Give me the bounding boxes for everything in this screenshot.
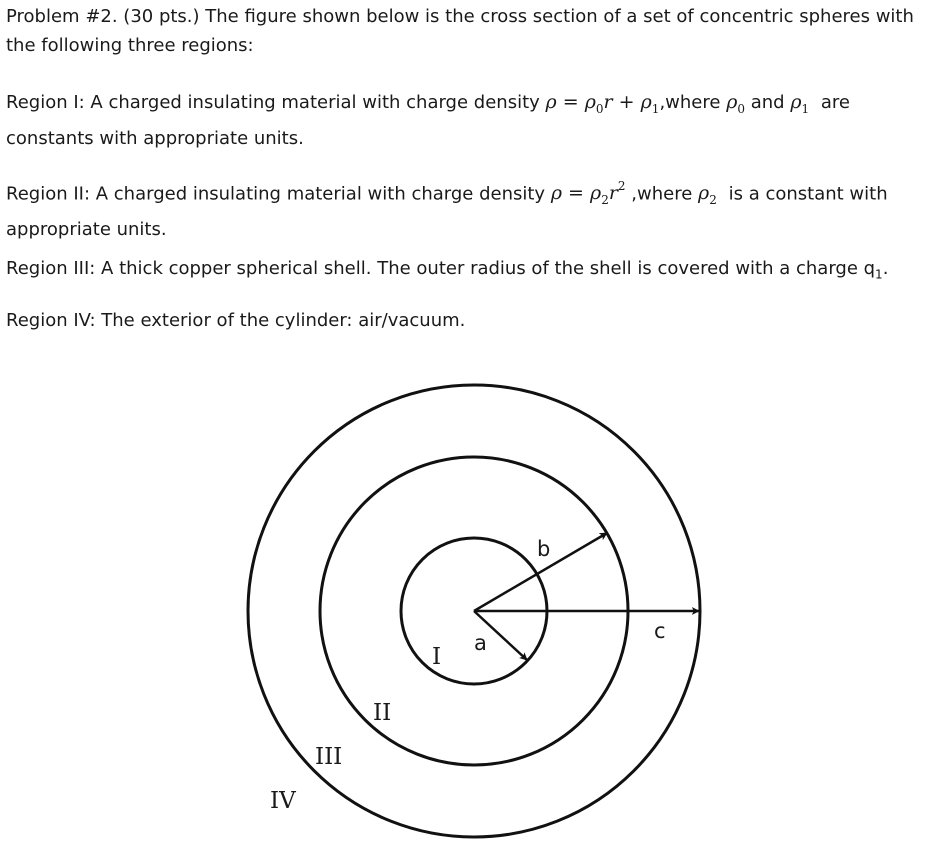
region-1-density-formula: $\rho = \rho_0r + \rho_1$	[545, 91, 660, 116]
label-region-III: III	[315, 744, 343, 770]
region-1-rho0-symbol: $\rho_0$	[726, 91, 745, 116]
region-2-where: ,where	[631, 183, 693, 205]
region-1-and: and	[750, 92, 785, 113]
region-3-text: Region III: A thick copper spherical shell. The outer radius of the shell is covered with a charge q	[6, 258, 876, 279]
region-2-lead: Region II: A charged insulating material with charge density	[6, 183, 546, 205]
region-2-density-formula: $\rho = \rho_2r^2$	[550, 179, 626, 208]
problem-intro-text: Problem #2. (30 pts.) The figure shown below is the cross section of a set of concentric spheres with the following three regions:	[6, 6, 914, 56]
label-region-IV: IV	[270, 788, 296, 814]
region-1-lead: Region I: A charged insulating material with charge density	[6, 92, 540, 113]
label-region-I: I	[432, 644, 442, 670]
label-c: c	[654, 619, 666, 643]
region-3-period: .	[882, 258, 889, 279]
region-1-where: ,where	[659, 92, 721, 113]
region-2-tail: is a constant with appropriate units.	[6, 183, 888, 241]
region-2-rho2-symbol: $\rho_2$	[698, 182, 717, 208]
region-3-charge-subscript: 1	[875, 267, 883, 282]
region-1-tail: are constants with appropriate units.	[6, 92, 850, 149]
region-1-rho1-symbol: $\rho_1$	[790, 91, 810, 116]
label-b: b	[537, 537, 551, 561]
region-4-text: Region IV: The exterior of the cylinder: air/vacuum.	[6, 310, 466, 331]
label-region-II: II	[373, 700, 392, 726]
label-a: a	[474, 631, 487, 655]
